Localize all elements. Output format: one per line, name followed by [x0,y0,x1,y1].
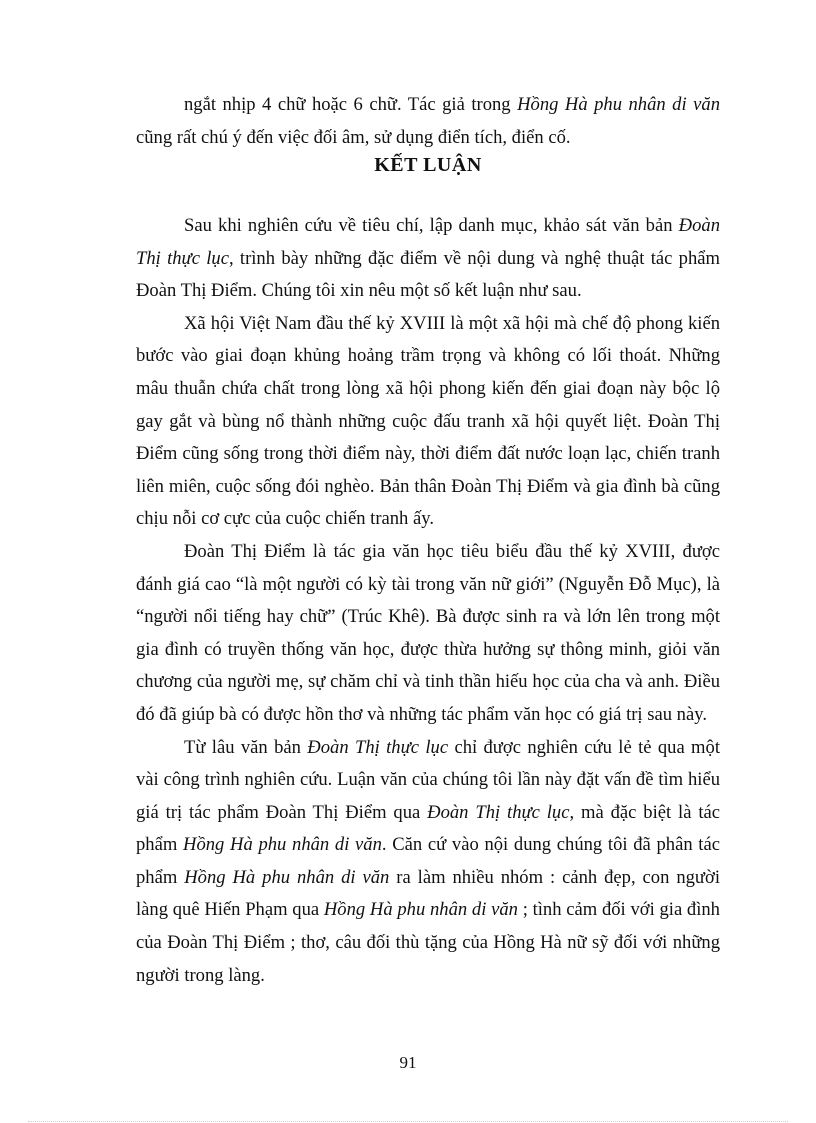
paragraph-1 [136,210,720,308]
text-run: , trình bày những đặc điểm về nội dung và nghệ thuật tác phẩm Đoàn Thị Điểm. Chúng tôi xin nêu một số kết luận như sau. [136,247,720,302]
text-run: Sau khi nghiên cứu về tiêu chí, lập danh mục, khảo sát văn bản [184,215,679,236]
italic-title: Đoàn Thị thực lục [427,801,570,823]
paragraph-3: Đoàn Thị Điểm là tác gia văn học tiêu biểu đầu thế kỷ XVIII, được đánh giá cao “là một người có kỳ tài trong văn nữ giới” (Nguyễn Đỗ Mục), là “người nổi tiếng hay chữ” (Trúc Khê). Bà được sinh ra và lớn lên trong một gia đình có truyền thống văn học, được thừa hưởng sự thông minh, giỏi văn chương của người mẹ, sự chăm chỉ và tinh thần hiếu học của cha và anh. Điều đó đã giúp bà có được hồn thơ và những tác phẩm văn học có giá trị sau này. [136,540,720,725]
italic-title: Đoàn Thị thực lục [307,736,449,758]
text-run: cũng rất chú ý đến việc đối âm, sử dụng điển tích, điển cố. [136,126,571,148]
text-run: ngắt nhịp 4 chữ hoặc 6 chữ. Tác giả trong [184,94,518,115]
continued-paragraph [136,89,720,154]
italic-title: Hồng Hà phu nhân di văn [517,94,720,115]
text-run: . Căn cứ vào nội dung chúng tôi đã phân tác phẩm [136,834,720,888]
text-run: ; tình cảm đối với gia đình của Đoàn Thị Điểm ; thơ, câu đối thù tặng của Hồng Hà nữ sỹ đối với những người trong làng. [136,899,720,986]
text-run: chỉ được nghiên cứu lẻ tẻ qua một vài công trình nghiên cứu. Luận văn của chúng tôi lần này đặt vấn đề tìm hiểu giá trị tác phẩm Đoàn Thị Điểm qua [136,736,720,823]
section-heading: KẾT LUẬN [374,154,482,176]
top-paragraph-block [136,89,720,154]
paragraph-2: Xã hội Việt Nam đầu thế kỷ XVIII là một xã hội mà chế độ phong kiến bước vào giai đoạn khủng hoảng trầm trọng và không có lối thoát. Những mâu thuẫn chứa chất trong lòng xã hội phong kiến đến giai đoạn này bộc lộ gay gắt và bùng nổ thành những cuộc đấu tranh xã hội quyết liệt. Đoàn Thị Điểm cũng sống trong thời điểm này, thời điểm đất nước loạn lạc, chiến tranh liên miên, cuộc sống đói nghèo. Bản thân Đoàn Thị Điểm và gia đình bà cũng chịu nỗi cơ cực của cuộc chiến tranh ấy. [136,312,720,530]
italic-title: Hồng Hà phu nhân di văn [323,899,518,921]
page-bottom-divider [28,1121,788,1122]
text-run: ra làm nhiều nhóm : cảnh đẹp, con người làng quê Hiến Phạm qua [136,866,720,921]
page-number: 91 [399,1053,417,1072]
conclusion-body [136,210,720,992]
italic-title: Hồng Hà phu nhân di văn [183,834,382,856]
italic-title: Đoàn Thị thực lục [136,215,720,269]
paragraph-4 [136,732,720,993]
text-run: Từ lâu văn bản [184,736,308,758]
italic-title: Hồng Hà phu nhân di văn [184,866,390,888]
text-run: , mà đặc biệt là tác phẩm [136,801,721,856]
